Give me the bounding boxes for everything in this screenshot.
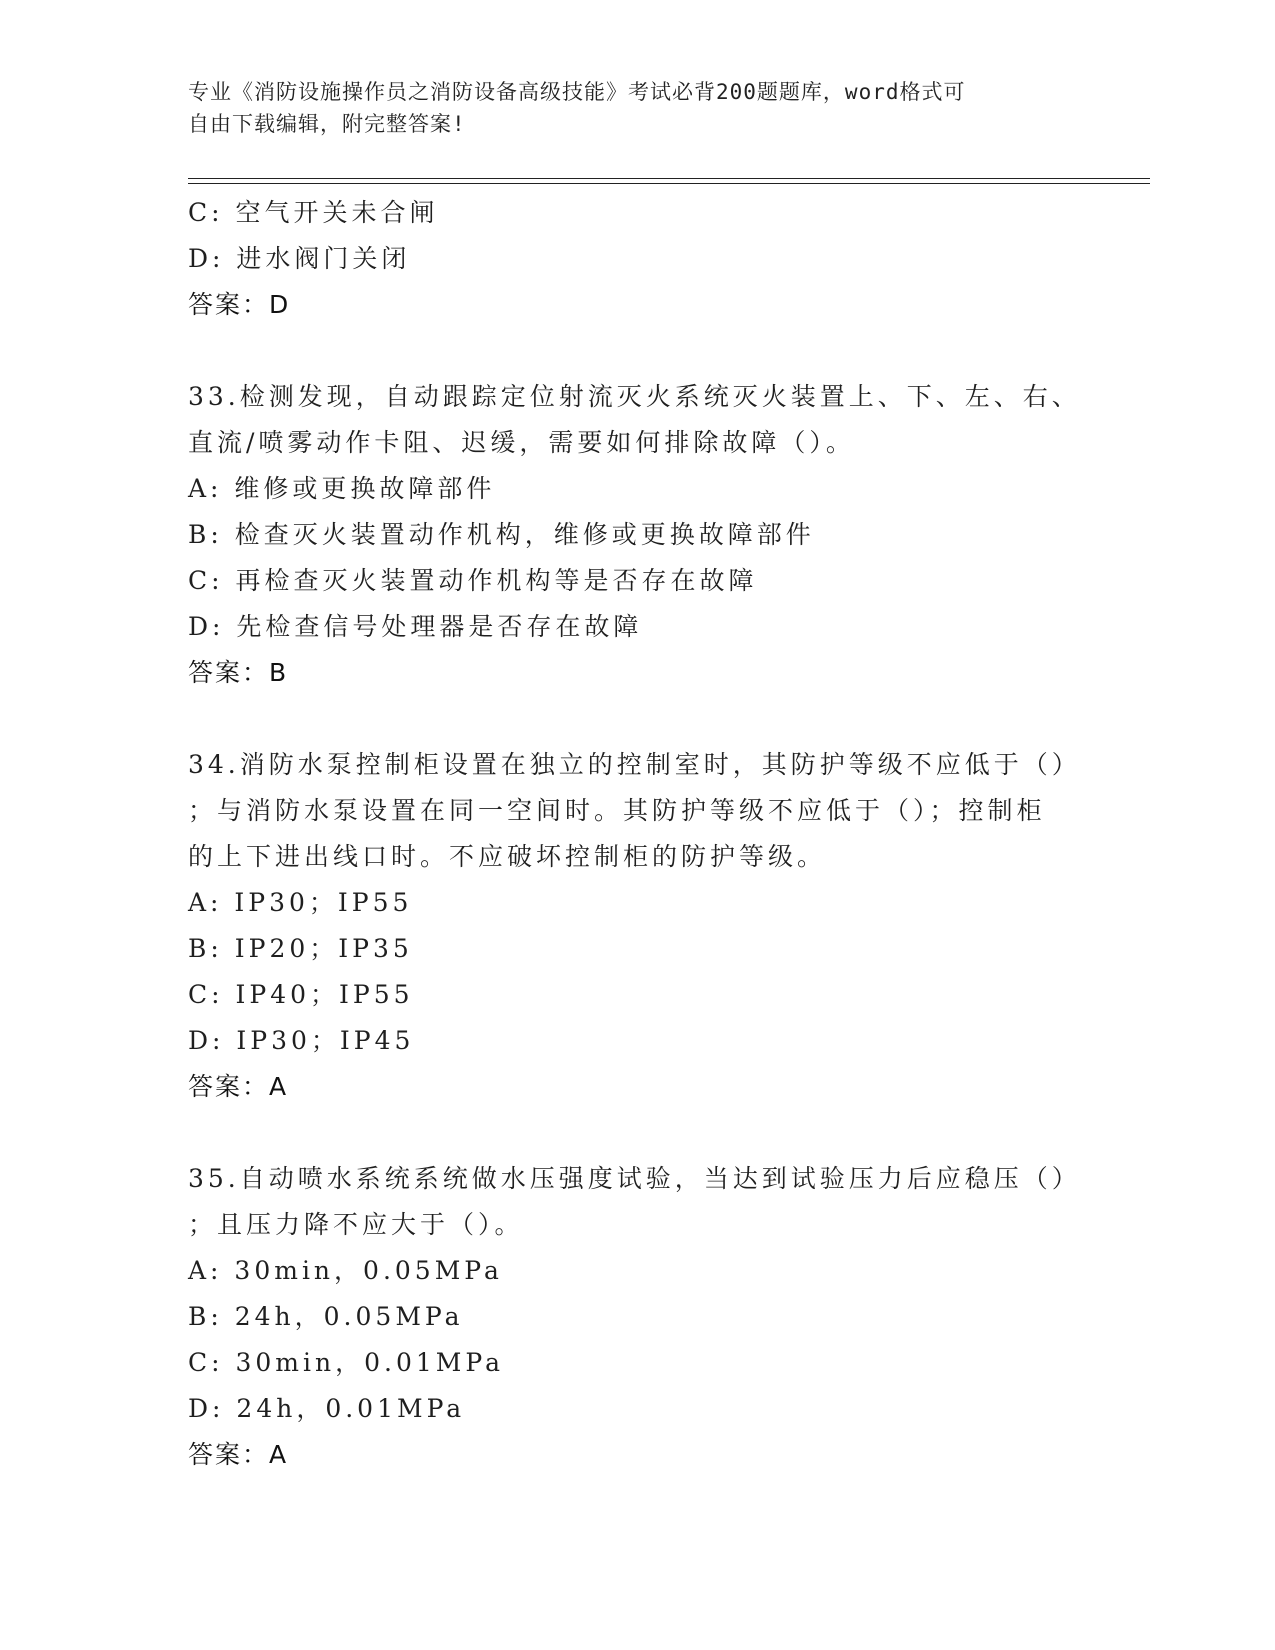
question-text-line: 35.自动喷水系统系统做水压强度试验，当达到试验压力后应稳压（） <box>188 1164 1081 1193</box>
option-c: C: 30min，0.01MPa <box>188 1348 504 1377</box>
document-header <box>188 76 1068 140</box>
question-list <box>188 190 1088 1478</box>
option-a: A: 30min，0.05MPa <box>188 1256 503 1285</box>
option-d: D: 24h，0.01MPa <box>188 1394 466 1423</box>
answer-line: 答案：A <box>188 1072 289 1101</box>
option-a: A: IP30；IP55 <box>188 888 413 917</box>
option-d: D: 先检查信号处理器是否存在故障 <box>188 612 643 641</box>
option-d: D: IP30；IP45 <box>188 1026 415 1055</box>
header-line-1: 专业《消防设施操作员之消防设备高级技能》考试必背200题题库，word格式可 <box>188 80 966 104</box>
option-b: B: IP20；IP35 <box>188 934 413 963</box>
question-35 <box>188 1156 1088 1478</box>
question-33 <box>188 374 1088 696</box>
option-c: C: IP40；IP55 <box>188 980 414 1009</box>
spacer <box>188 696 1088 742</box>
option-c: C: 再检查灭火装置动作机构等是否存在故障 <box>188 566 758 595</box>
option-c: C: 空气开关未合闸 <box>188 198 439 227</box>
spacer <box>188 328 1088 374</box>
spacer <box>188 1110 1088 1156</box>
option-b: B: 24h，0.05MPa <box>188 1302 464 1331</box>
question-text-line: 直流/喷雾动作卡阻、迟缓，需要如何排除故障（）。 <box>188 428 855 457</box>
option-a: A: 维修或更换故障部件 <box>188 474 496 503</box>
answer-line: 答案：D <box>188 290 291 319</box>
question-text-line: 33.检测发现，自动跟踪定位射流灭火系统灭火装置上、下、左、右、 <box>188 382 1081 411</box>
question-32-continued <box>188 190 1088 328</box>
answer-line: 答案：A <box>188 1440 289 1469</box>
answer-line: 答案：B <box>188 658 289 687</box>
header-divider-top <box>188 178 1150 179</box>
question-text-line: ；与消防水泵设置在同一空间时。其防护等级不应低于（）；控制柜 <box>188 796 1046 825</box>
question-text-line: 34.消防水泵控制柜设置在独立的控制室时，其防护等级不应低于（） <box>188 750 1081 779</box>
header-divider-bottom <box>188 183 1150 184</box>
option-d: D: 进水阀门关闭 <box>188 244 411 273</box>
header-line-2: 自由下载编辑，附完整答案! <box>188 112 466 136</box>
question-34 <box>188 742 1088 1110</box>
option-b: B: 检查灭火装置动作机构，维修或更换故障部件 <box>188 520 815 549</box>
question-text-line: 的上下进出线口时。不应破坏控制柜的防护等级。 <box>188 842 827 871</box>
question-text-line: ；且压力降不应大于（）。 <box>188 1210 524 1239</box>
